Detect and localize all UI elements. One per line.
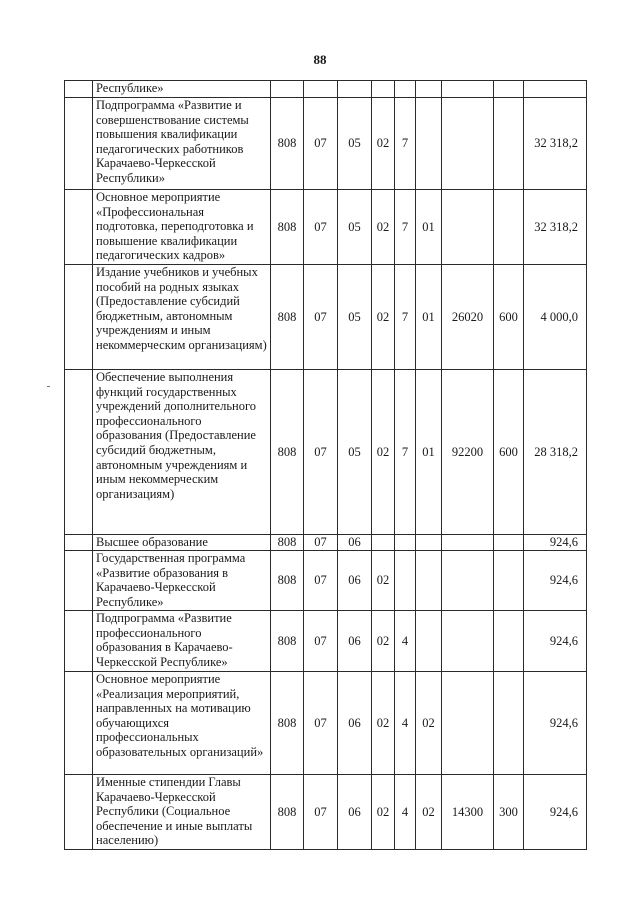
- expense-type-code-cell: [494, 98, 524, 190]
- name-cell: Подпрограмма «Развитие и совершенствование системы повышения квалификации педагогических работников Карачаево-Черкесской Республики»: [93, 98, 271, 190]
- margin-cell: [65, 672, 93, 775]
- direction-code-cell: [442, 535, 494, 551]
- subsection-code-cell: 05: [338, 265, 372, 370]
- section-code-cell: 07: [304, 265, 338, 370]
- activity-code-cell: [416, 98, 442, 190]
- program-code-cell: 02: [372, 370, 395, 535]
- budget-table: [64, 80, 587, 850]
- admin-code-cell: 808: [271, 265, 304, 370]
- section-code-cell: 07: [304, 535, 338, 551]
- subprogram-code-cell: 4: [395, 775, 416, 850]
- subprogram-code-cell: 7: [395, 370, 416, 535]
- activity-code-cell: [416, 81, 442, 98]
- expense-type-code-cell: 300: [494, 775, 524, 850]
- amount-cell: 32 318,2: [524, 98, 587, 190]
- program-code-cell: 02: [372, 551, 395, 611]
- margin-cell: [65, 551, 93, 611]
- direction-code-cell: [442, 98, 494, 190]
- amount-cell: 924,6: [524, 672, 587, 775]
- name-cell: Подпрограмма «Развитие профессионального образования в Карачаево-Черкесской Республике»: [93, 611, 271, 672]
- section-code-cell: 07: [304, 370, 338, 535]
- table-row: [65, 190, 587, 265]
- table-row: [65, 370, 587, 535]
- name-cell: Основное мероприятие «Реализация мероприятий, направленных на мотивацию обучающихся профессиональных образовательных организаций»: [93, 672, 271, 775]
- scan-speck: [47, 386, 50, 387]
- subprogram-code-cell: 7: [395, 265, 416, 370]
- margin-cell: [65, 190, 93, 265]
- admin-code-cell: 808: [271, 775, 304, 850]
- expense-type-code-cell: [494, 190, 524, 265]
- section-code-cell: 07: [304, 551, 338, 611]
- direction-code-cell: [442, 551, 494, 611]
- direction-code-cell: 92200: [442, 370, 494, 535]
- activity-code-cell: 01: [416, 190, 442, 265]
- subprogram-code-cell: 4: [395, 672, 416, 775]
- activity-code-cell: [416, 551, 442, 611]
- admin-code-cell: 808: [271, 98, 304, 190]
- program-code-cell: 02: [372, 98, 395, 190]
- name-cell: Издание учебников и учебных пособий на родных языках (Предоставление субсидий бюджетным, автономным учреждениям и иным некоммерческим организациям): [93, 265, 271, 370]
- subprogram-code-cell: 7: [395, 98, 416, 190]
- amount-cell: 32 318,2: [524, 190, 587, 265]
- section-code-cell: 07: [304, 611, 338, 672]
- subsection-code-cell: 05: [338, 98, 372, 190]
- subsection-code-cell: 06: [338, 611, 372, 672]
- program-code-cell: 02: [372, 611, 395, 672]
- program-code-cell: [372, 81, 395, 98]
- margin-cell: [65, 98, 93, 190]
- subsection-code-cell: 05: [338, 190, 372, 265]
- admin-code-cell: 808: [271, 370, 304, 535]
- name-cell: Именные стипендии Главы Карачаево-Черкесской Республики (Социальное обеспечение и иные выплаты населению): [93, 775, 271, 850]
- table-row: [65, 98, 587, 190]
- subprogram-code-cell: 7: [395, 190, 416, 265]
- margin-cell: [65, 81, 93, 98]
- table-row: [65, 775, 587, 850]
- subsection-code-cell: 06: [338, 672, 372, 775]
- expense-type-code-cell: [494, 672, 524, 775]
- direction-code-cell: [442, 81, 494, 98]
- section-code-cell: 07: [304, 672, 338, 775]
- admin-code-cell: 808: [271, 611, 304, 672]
- expense-type-code-cell: [494, 611, 524, 672]
- amount-cell: 28 318,2: [524, 370, 587, 535]
- activity-code-cell: 02: [416, 672, 442, 775]
- table-row: [65, 672, 587, 775]
- program-code-cell: 02: [372, 775, 395, 850]
- amount-cell: 924,6: [524, 611, 587, 672]
- section-code-cell: 07: [304, 190, 338, 265]
- admin-code-cell: 808: [271, 190, 304, 265]
- subsection-code-cell: 06: [338, 775, 372, 850]
- admin-code-cell: 808: [271, 551, 304, 611]
- admin-code-cell: 808: [271, 535, 304, 551]
- amount-cell: 924,6: [524, 775, 587, 850]
- amount-cell: [524, 81, 587, 98]
- amount-cell: 924,6: [524, 535, 587, 551]
- table-row: [65, 81, 587, 98]
- direction-code-cell: 26020: [442, 265, 494, 370]
- direction-code-cell: 14300: [442, 775, 494, 850]
- amount-cell: 4 000,0: [524, 265, 587, 370]
- table-row: [65, 265, 587, 370]
- margin-cell: [65, 370, 93, 535]
- program-code-cell: 02: [372, 265, 395, 370]
- expense-type-code-cell: 600: [494, 265, 524, 370]
- table-row: [65, 535, 587, 551]
- page-number: 88: [313, 52, 327, 67]
- margin-cell: [65, 775, 93, 850]
- expense-type-code-cell: 600: [494, 370, 524, 535]
- name-cell: Государственная программа «Развитие образования в Карачаево-Черкесской Республике»: [93, 551, 271, 611]
- program-code-cell: 02: [372, 672, 395, 775]
- direction-code-cell: [442, 672, 494, 775]
- program-code-cell: [372, 535, 395, 551]
- margin-cell: [65, 535, 93, 551]
- activity-code-cell: [416, 535, 442, 551]
- section-code-cell: 07: [304, 98, 338, 190]
- admin-code-cell: 808: [271, 672, 304, 775]
- subsection-code-cell: 06: [338, 551, 372, 611]
- program-code-cell: 02: [372, 190, 395, 265]
- name-cell: Обеспечение выполнения функций государственных учреждений дополнительного профессионального образования (Предоставление субсидий бюджетным, автономным учреждениям и иным некоммерческим организациям): [93, 370, 271, 535]
- expense-type-code-cell: [494, 551, 524, 611]
- margin-cell: [65, 265, 93, 370]
- section-code-cell: [304, 81, 338, 98]
- table-row: [65, 611, 587, 672]
- subsection-code-cell: 06: [338, 535, 372, 551]
- table-body: [65, 81, 587, 850]
- activity-code-cell: 01: [416, 370, 442, 535]
- subprogram-code-cell: [395, 81, 416, 98]
- expense-type-code-cell: [494, 535, 524, 551]
- subsection-code-cell: [338, 81, 372, 98]
- admin-code-cell: [271, 81, 304, 98]
- amount-cell: 924,6: [524, 551, 587, 611]
- activity-code-cell: 02: [416, 775, 442, 850]
- margin-cell: [65, 611, 93, 672]
- section-code-cell: 07: [304, 775, 338, 850]
- activity-code-cell: 01: [416, 265, 442, 370]
- name-cell: Основное мероприятие «Профессиональная подготовка, переподготовка и повышение квалификации педагогических кадров»: [93, 190, 271, 265]
- subsection-code-cell: 05: [338, 370, 372, 535]
- subprogram-code-cell: [395, 535, 416, 551]
- expense-type-code-cell: [494, 81, 524, 98]
- direction-code-cell: [442, 190, 494, 265]
- direction-code-cell: [442, 611, 494, 672]
- name-cell: Высшее образование: [93, 535, 271, 551]
- table-row: [65, 551, 587, 611]
- name-cell: Республике»: [93, 81, 271, 98]
- subprogram-code-cell: 4: [395, 611, 416, 672]
- activity-code-cell: [416, 611, 442, 672]
- subprogram-code-cell: [395, 551, 416, 611]
